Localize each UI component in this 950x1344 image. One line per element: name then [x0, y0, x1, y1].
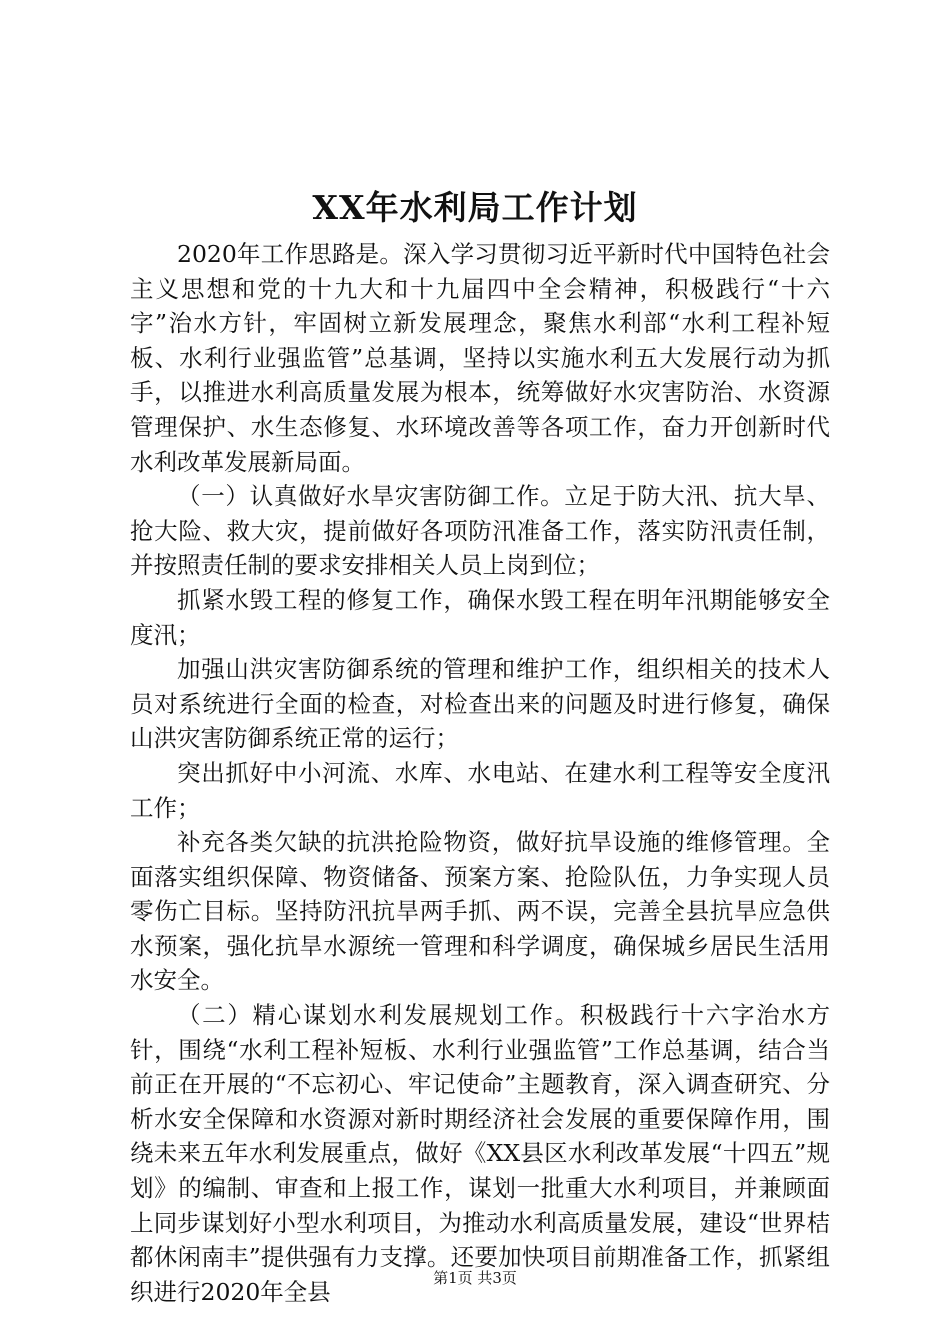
paragraph-mountain-flood-system: 加强山洪灾害防御系统的管理和维护工作，组织相关的技术人员对系统进行全面的检查，对检查出来的问题及时进行修复，确保山洪灾害防御系统正常的运行； [130, 655, 830, 753]
page-footer: 第1页 共3页 [433, 1269, 517, 1287]
paragraph-flood-supplies: 补充各类欠缺的抗洪抢险物资，做好抗旱设施的维修管理。全面落实组织保障、物资储备、预案方案、抢险队伍，力争实现人员零伤亡目标。坚持防汛抗旱两手抓、两不误，完善全县抗旱应急供水预案，强化抗旱水源统一管理和科学调度，确保城乡居民生活用水安全。 [130, 828, 830, 995]
paragraph-safe-flood-season: 突出抓好中小河流、水库、水电站、在建水利工程等安全度汛工作； [130, 758, 830, 822]
document-title: XX年水利局工作计划 [312, 188, 638, 227]
paragraph-work-ideas: 2020年工作思路是。深入学习贯彻习近平新时代中国特色社会主义思想和党的十九大和十九届四中全会精神，积极践行“十六字”治水方针，牢固树立新发展理念，聚焦水利部“水利工程补短板、水利行业强监管”总基调，坚持以实施水利五大发展行动为抓手，以推进水利高质量发展为根本，统筹做好水灾害防治、水资源管理保护、水生态修复、水环境改善等各项工作，奋力开创新时代水利改革发展新局面。 [130, 240, 830, 476]
paragraph-damaged-works-repair: 抓紧水毁工程的修复工作，确保水毁工程在明年汛期能够安全度汛； [130, 585, 830, 649]
paragraph-development-planning: （二）精心谋划水利发展规划工作。积极践行十六字治水方针，围绕“水利工程补短板、水利行业强监管”工作总基调，结合当前正在开展的“不忘初心、牢记使命”主题教育，深入调查研究、分析水安全保障和水资源对新时期经济社会发展的重要保障作用，围绕未来五年水利发展重点，做好《XX县区水利改革发展“十四五”规划》的编制、审查和上报工作，谋划一批重大水利项目，并兼顾面上同步谋划好小型水利项目，为推动水利高质量发展，建设“世界桔都休闲南丰”提供强有力支撑。还要加快项目前期准备工作，抓紧组织进行2020年全县 [130, 1001, 830, 1306]
paragraph-flood-drought-defense: （一）认真做好水旱灾害防御工作。立足于防大汛、抗大旱、抢大险、救大灾，提前做好各项防汛准备工作，落实防汛责任制，并按照责任制的要求安排相关人员上岗到位； [130, 482, 830, 580]
document-body [130, 237, 830, 1309]
